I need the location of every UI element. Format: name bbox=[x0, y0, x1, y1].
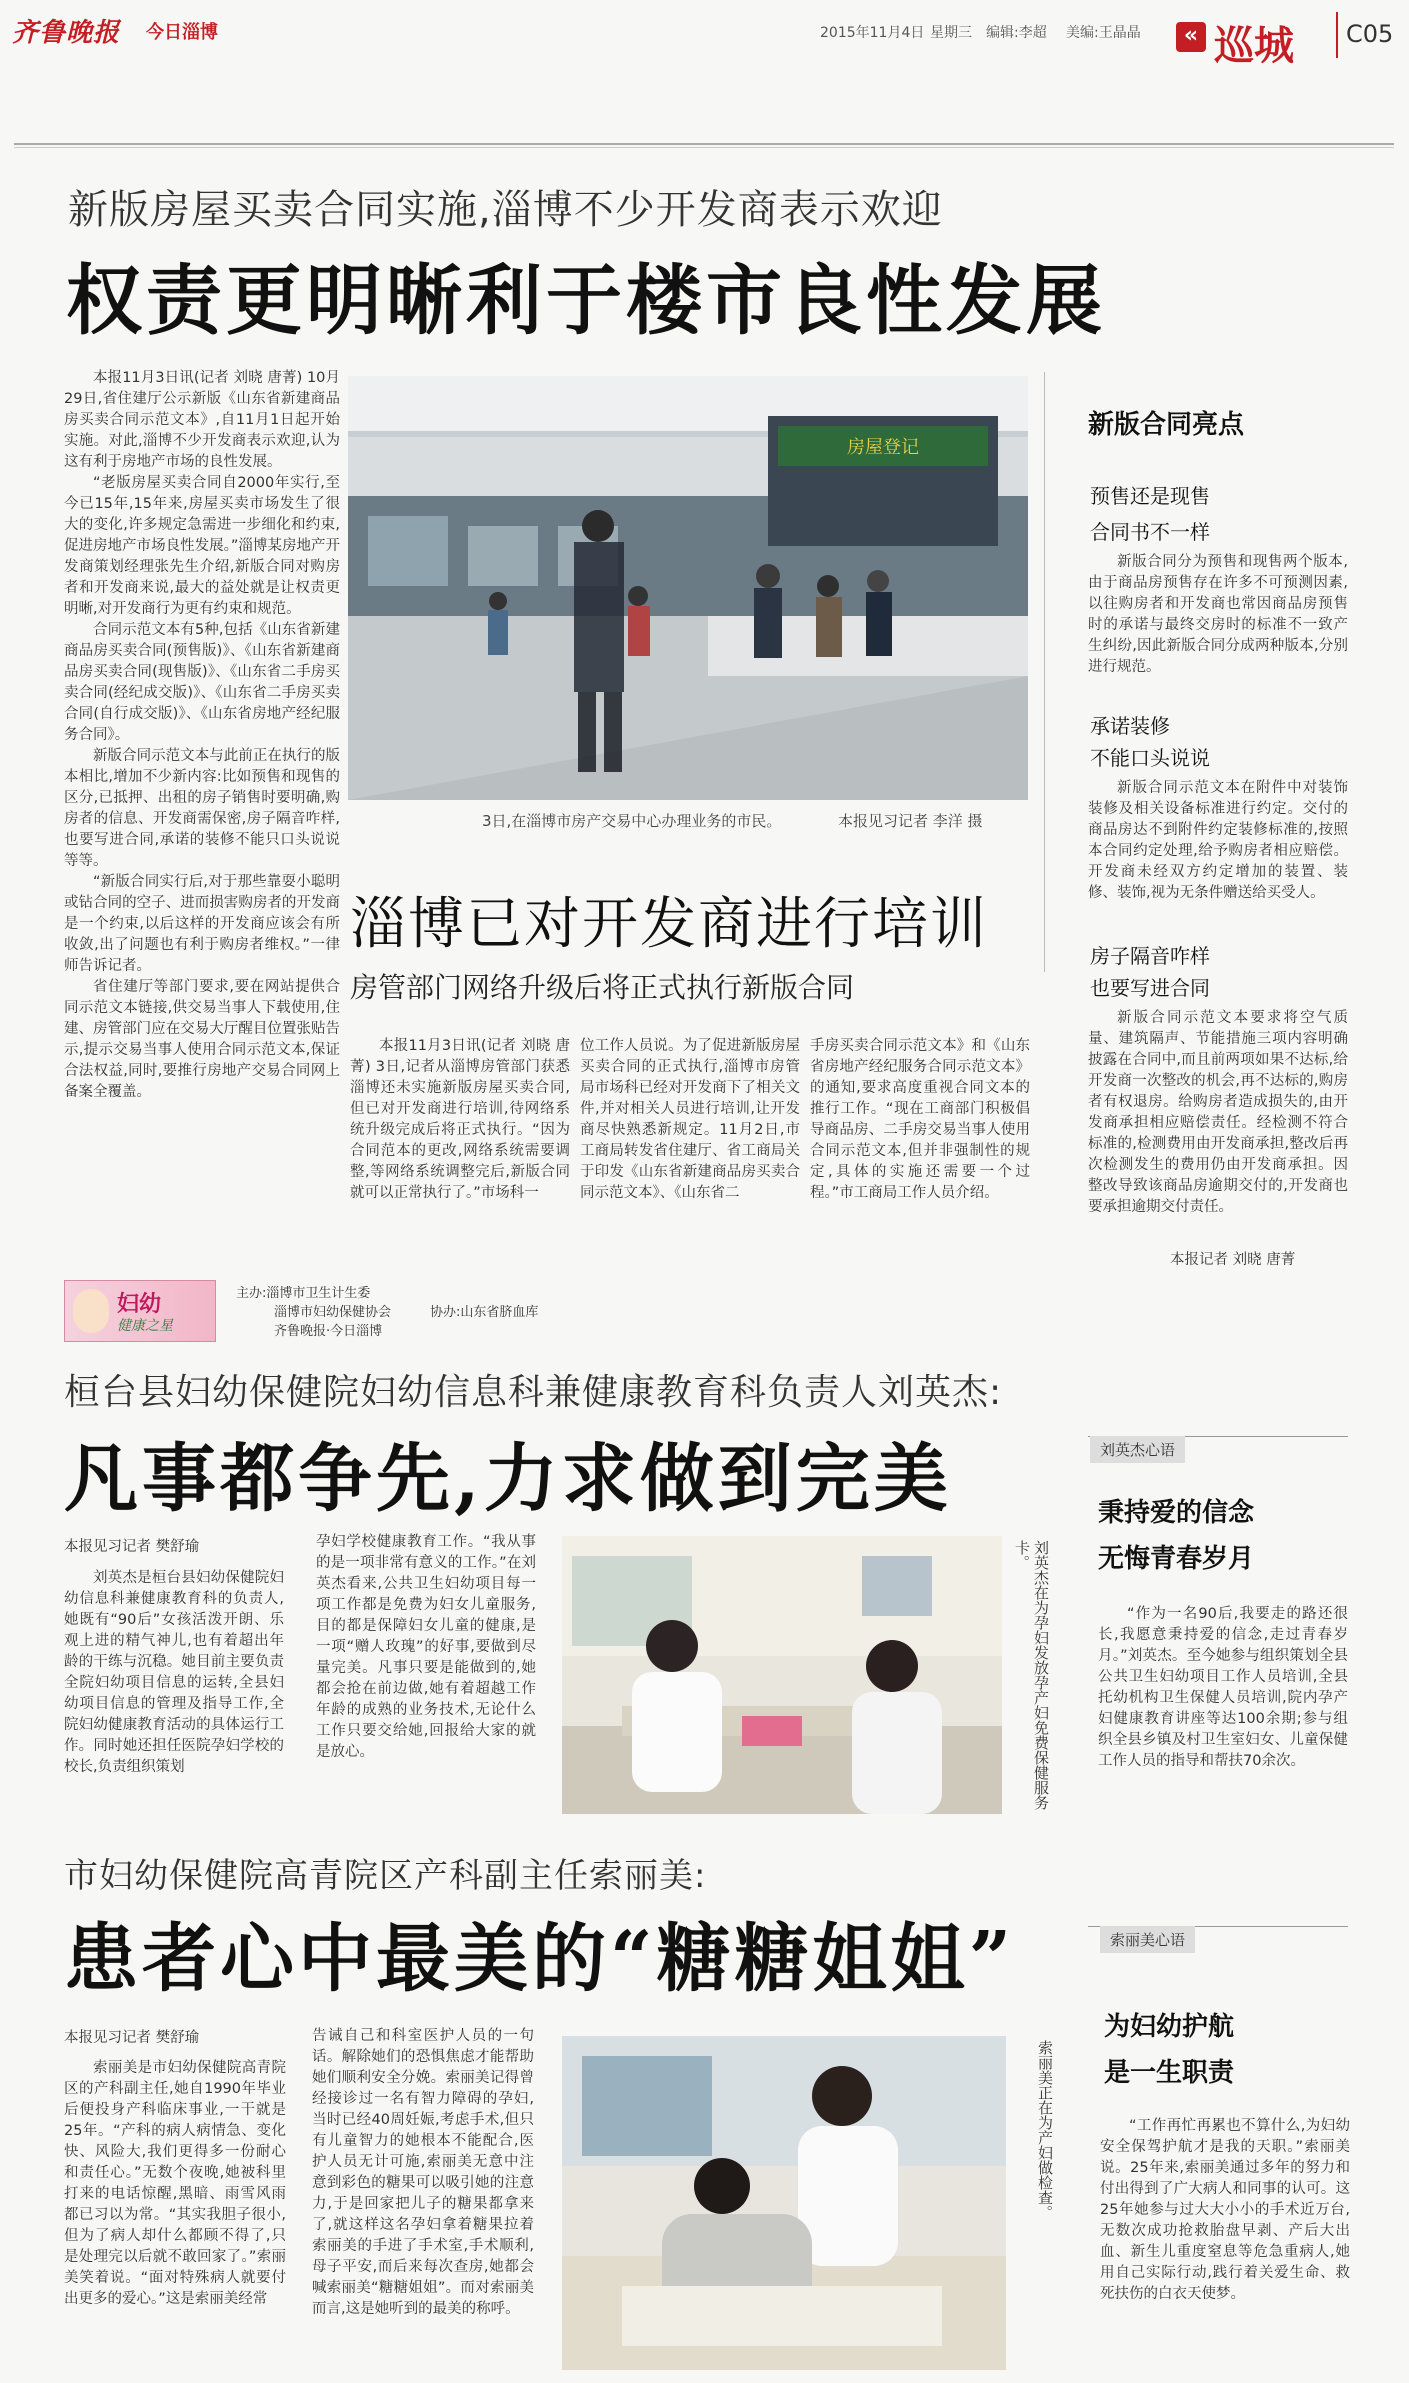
story1-para-2: “老版房屋买卖合同自2000年实行,至今已15年,15年来,房屋买卖市场发生了很大的变化,许多规定急需进一步细化和约束,促进房地产市场良性发展。”淄博某房地产开发商策划经理张先生介绍,新版合同对购房者和开发商来说,最大的益处就是让权责更明晰,对开发商行为更有约束和规范。 bbox=[64, 475, 340, 617]
story2-col3-text: 手房买卖合同示范文本》和《山东省房地产经纪服务合同示范文本》的通知,要求高度重视合同文本的推行工作。“现在工商部门积极倡导商品房、二手房交易当事人使用合同示范文本,但并非强制性的规定,具体的实施还需要一个过程。”市工商局工作人员介绍。 bbox=[810, 1038, 1030, 1201]
story3-sidebar-title1: 秉持爱的信念 bbox=[1098, 1498, 1255, 1528]
story3-col1-text: 刘英杰是桓台县妇幼保健院妇幼信息科兼健康教育科的负责人,她既有“90后”女孩活泼开朗、乐观上进的精气神儿,也有着超出年龄的干练与沉稳。她目前主要负责全院妇幼项目信息的运转,全县妇幼项目信息的管理及指导工作,全院妇幼健康教育活动的具体运行工作。同时她还担任医院孕妇学校的校长,负责组织策划 bbox=[64, 1570, 284, 1775]
story4-sidebar-title1: 为妇幼护航 bbox=[1104, 2012, 1235, 2042]
service-hall-photo bbox=[348, 376, 1028, 800]
story1-para-4: 新版合同示范文本与此前正在执行的版本相比,增加不少新内容:比如预售和现售的区分,已抵押、出租的房子销售时要明确,购房者的信息、开发商需保密,房子隔音咋样,也要写进合同,承诺的装修不能只口头说说等等。 bbox=[64, 748, 340, 869]
photo-sign-text: 房屋登记 bbox=[847, 437, 919, 458]
story2-col2 bbox=[580, 1036, 800, 1268]
section-label: 今日淄博 bbox=[146, 22, 218, 43]
header-divider bbox=[1336, 12, 1338, 58]
story3-sidebar-text bbox=[1098, 1604, 1348, 1810]
sidebar1-divider bbox=[1044, 372, 1045, 972]
story1-body bbox=[64, 368, 340, 1100]
editor-credit: 编辑:李超 bbox=[986, 25, 1047, 41]
story4-sidebar-para: “工作再忙再累也不算什么,为妇幼安全保驾护航才是我的天职。”索丽美说。25年来,索丽美通过多年的努力和付出得到了广大病人和同事的认可。这25年她参与过大大小小的手术近万台,无数次成功抢救胎盘早剥、产后大出血、新生儿重度窒息等危急重病人,她用自己实际行动,践行着关爱生命、救死扶伤的白衣天使梦。 bbox=[1100, 2118, 1350, 2302]
page-number: C05 bbox=[1346, 20, 1394, 48]
logo-sub-text: 健康之星 bbox=[117, 1318, 173, 1334]
story1-headline: 权责更明晰利于楼市良性发展 bbox=[66, 256, 1106, 345]
banner-sponsor3: 齐鲁晚报·今日淄博 bbox=[274, 1324, 383, 1339]
sidebar1-item1-sub2: 合同书不一样 bbox=[1090, 520, 1210, 544]
story4-col1-text: 索丽美是市妇幼保健院高青院区的产科副主任,她自1990年毕业后便投身产科临床事业,一干就是25年。“产科的病人病情急、变化快、风险大,我们更得多一份耐心和责任心。”无数个夜晚,她被科里打来的电话惊醒,黑暗、雨雪风雨都已习以为常。“其实我胆子很小,但为了病人却什么都顾不得了,只是处理完以后就不敢回家了。”索丽美笑着说。“面对特殊病人就要付出更多的爱心。”这是索丽美经常 bbox=[64, 2060, 286, 2307]
story4-sidebar-label: 索丽美心语 bbox=[1100, 1926, 1195, 1953]
story1-para-5: “新版合同实行后,对于那些靠耍小聪明或钻合同的空子、进而损害购房者的开发商是一个约束,以后这样的开发商应该会有所收敛,出了问题也有利于购房者维权。”一律师告诉记者。 bbox=[64, 874, 340, 974]
story1-kicker: 新版房屋买卖合同实施,淄博不少开发商表示欢迎 bbox=[68, 187, 943, 233]
sidebar1-item3-sub1: 房子隔音咋样 bbox=[1090, 944, 1210, 968]
story3-sidebar-label: 刘英杰心语 bbox=[1090, 1436, 1185, 1463]
story4-sidebar-title2: 是一生职责 bbox=[1104, 2058, 1235, 2088]
clinic-photo bbox=[562, 1536, 1002, 1814]
art-editor-credit: 美编:王晶晶 bbox=[1066, 25, 1141, 41]
banner-sponsor1: 主办:淄博市卫生计生委 bbox=[236, 1286, 371, 1301]
story3-kicker: 桓台县妇幼保健院妇幼信息科兼健康教育科负责人刘英杰: bbox=[64, 1372, 1003, 1413]
issue-date: 2015年11月4日 bbox=[820, 25, 925, 41]
issue-weekday: 星期三 bbox=[930, 25, 972, 41]
story1-para-3: 合同示范文本有5种,包括《山东省新建商品房买卖合同(预售版)》、《山东省新建商品房买卖合同(现售版)》、《山东省二手房买卖合同(经纪成交版)》、《山东省二手房买卖合同(自行成交版)》、《山东省房地产经纪服务合同》。 bbox=[64, 622, 340, 743]
sidebar1-item1-para: 新版合同分为预售和现售两个版本,由于商品房预售存在许多不可预测因素,以往购房者和开发商也常因商品房预售时的承诺与最终交房时的标准不一致产生纠纷,因此新版合同分成两种版本,分别进行规范。 bbox=[1088, 554, 1348, 675]
maternity-ward-photo bbox=[562, 2036, 1006, 2370]
story4-photo bbox=[562, 2036, 1006, 2370]
story1-para-1: 本报11月3日讯(记者 刘晓 唐菁) 10月29日,省住建厅公示新版《山东省新建商品房买卖合同示范文本》,自11月1日起开始实施。对此,淄博不少开发商表示欢迎,认为这有利于房地产市场的良性发展。 bbox=[64, 370, 340, 470]
sidebar1-item2-text bbox=[1088, 778, 1348, 928]
sidebar1-item3-sub2: 也要写进合同 bbox=[1090, 976, 1210, 1000]
section-chevron-icon: « bbox=[1176, 22, 1206, 52]
story3-byline: 本报见习记者 樊舒瑜 bbox=[64, 1539, 200, 1555]
story4-headline: 患者心中最美的“糖糖姐姐” bbox=[64, 1916, 1016, 2002]
story2-col1 bbox=[350, 1036, 570, 1268]
story2-subhead: 房管部门网络升级后将正式执行新版合同 bbox=[350, 971, 855, 1004]
story3-col1 bbox=[64, 1568, 284, 1812]
story4-col2 bbox=[312, 2026, 534, 2372]
story3-sidebar-para: “作为一名90后,我要走的路还很长,我愿意秉持爱的信念,走过青春岁月。”刘英杰。至今她参与组织策划全县公共卫生妇幼项目工作人员培训,全县托幼机构卫生保健人员培训,院内孕产妇健康教育讲座等达100余期;参与组织全县乡镇及村卫生室妇女、儿童保健工作人员的指导和帮扶70余次。 bbox=[1098, 1606, 1348, 1769]
story3-headline: 凡事都争先,力求做到完美 bbox=[64, 1436, 952, 1522]
story2-headline: 淄博已对开发商进行培训 bbox=[350, 892, 988, 957]
header-rule-thin bbox=[14, 147, 1394, 148]
story4-sidebar-text bbox=[1100, 2116, 1350, 2366]
story3-col2-text: 孕妇学校健康教育工作。“我从事的是一项非常有意义的工作。”在刘英杰看来,公共卫生妇幼项目每一项工作都是免费为妇女儿童服务,目的都是保障妇女儿童的健康,是一项“赠人玫瑰”的好事,要做到尽量完美。凡事只要是能做到的,她都会抢在前边做,她有着超越工作年龄的成熟的业务技术,无论什么工作只要交给她,回报给大家的就是放心。 bbox=[316, 1534, 536, 1760]
sidebar1-item2-sub1: 承诺装修 bbox=[1090, 714, 1170, 738]
story4-photo-caption: 索丽美正在为产妇做检查。 bbox=[1036, 2040, 1054, 2220]
story3-sidebar-title2: 无悔青春岁月 bbox=[1098, 1544, 1255, 1574]
sidebar1-item1-text bbox=[1088, 552, 1348, 675]
logo-main-text: 妇幼 bbox=[117, 1292, 162, 1317]
banner-sponsor2: 淄博市妇幼保健协会 bbox=[274, 1305, 392, 1320]
story4-col2-text: 告诫自己和科室医护人员的一句话。解除她们的恐惧焦虑才能帮助她们顺利安全分娩。索丽美记得曾经接诊过一名有智力障碍的孕妇,当时已经40周妊娠,考虑手术,但只有儿童智力的她根本不能配合,医护人员无计可施,索丽美无意中注意到彩色的糖果可以吸引她的注意力,于是回家把儿子的糖果都拿来了,就这样这名孕妇拿着糖果拉着索丽美的手进了手术室,手术顺利,母子平安,而后来每次查房,她都会喊索丽美“糖糖姐姐”。而对索丽美而言,这是她听到的最美的称呼。 bbox=[312, 2028, 534, 2317]
sidebar1-title: 新版合同亮点 bbox=[1088, 410, 1245, 440]
mother-child-icon bbox=[73, 1289, 109, 1333]
story3-col2 bbox=[316, 1532, 536, 1812]
sidebar1-item3-text bbox=[1088, 1008, 1348, 1240]
story4-col1 bbox=[64, 2058, 286, 2370]
maternal-health-logo bbox=[64, 1280, 216, 1342]
story3-photo-caption: 刘英杰在为孕妇发放孕产妇免费保健服务卡。 bbox=[1013, 1540, 1050, 1810]
sidebar1-item2-para: 新版合同示范文本在附件中对装饰装修及相关设备标准进行约定。交付的商品房达不到附件约定装修标准的,按照本合同约定处理,给予购房者相应赔偿。开发商未经双方约定增加的装置、装修、装饰,视为无条件赠送给买受人。 bbox=[1088, 780, 1348, 901]
header-rule bbox=[14, 143, 1394, 145]
story1-photo-credit: 本报见习记者 李洋 摄 bbox=[838, 812, 983, 830]
story3-photo bbox=[562, 1536, 1002, 1814]
paper-logo: 齐鲁晚报 bbox=[12, 18, 121, 48]
story2-col2-text: 位工作人员说。为了促进新版房屋买卖合同的正式执行,淄博市房管局市场科已经对开发商下了相关文件,并对相关人员进行培训,让开发商尽快熟悉新规定。11月2日,市工商局转发省住建厅、省工商局关于印发《山东省新建商品房买卖合同示范文本》、《山东省二 bbox=[580, 1038, 800, 1201]
story4-kicker: 市妇幼保健院高青院区产科副主任索丽美: bbox=[64, 1856, 707, 1896]
banner-co-organizer: 协办:山东省脐血库 bbox=[430, 1305, 539, 1320]
sidebar1-byline: 本报记者 刘晓 唐菁 bbox=[1170, 1252, 1296, 1268]
story1-photo-caption: 3日,在淄博市房产交易中心办理业务的市民。 bbox=[482, 812, 782, 830]
story4-byline: 本报见习记者 樊舒瑜 bbox=[64, 2030, 200, 2046]
story1-para-6: 省住建厅等部门要求,要在网站提供合同示范文本链接,供交易当事人下载使用,住建、房管部门应在交易大厅醒目位置张贴告示,提示交易当事人使用合同示范文本,保证合法权益,同时,要推行房地产交易合同网上备案全覆盖。 bbox=[64, 979, 340, 1100]
sidebar1-item1-sub1: 预售还是现售 bbox=[1090, 484, 1210, 508]
story2-col1-text: 本报11月3日讯(记者 刘晓 唐菁) 3日,记者从淄博房管部门获悉淄博还未实施新版房屋买卖合同,但已对开发商进行培训,待网络系统升级完成后将正式执行。“因为合同范本的更改,网络系统需要调整,等网络系统调整完后,新版合同就可以正常执行了。”市场科一 bbox=[350, 1038, 570, 1201]
story2-col3 bbox=[810, 1036, 1030, 1268]
section-name: 巡城 bbox=[1214, 23, 1294, 69]
story1-photo bbox=[348, 376, 1028, 800]
sidebar1-item2-sub2: 不能口头说说 bbox=[1090, 746, 1210, 770]
sidebar1-item3-para: 新版合同示范文本要求将空气质量、建筑隔声、节能措施三项内容明确披露在合同中,而且前两项如果不达标,给开发商一次整改的机会,再不达标的,购房者有权退房。给购房者造成损失的,由开发商承担相应赔偿责任。经检测不符合标准的,检测费用由开发商承担,整改后再次检测发生的费用仍由开发商承担。因整改导致该商品房逾期交付的,开发商也要承担逾期交付责任。 bbox=[1088, 1010, 1348, 1215]
